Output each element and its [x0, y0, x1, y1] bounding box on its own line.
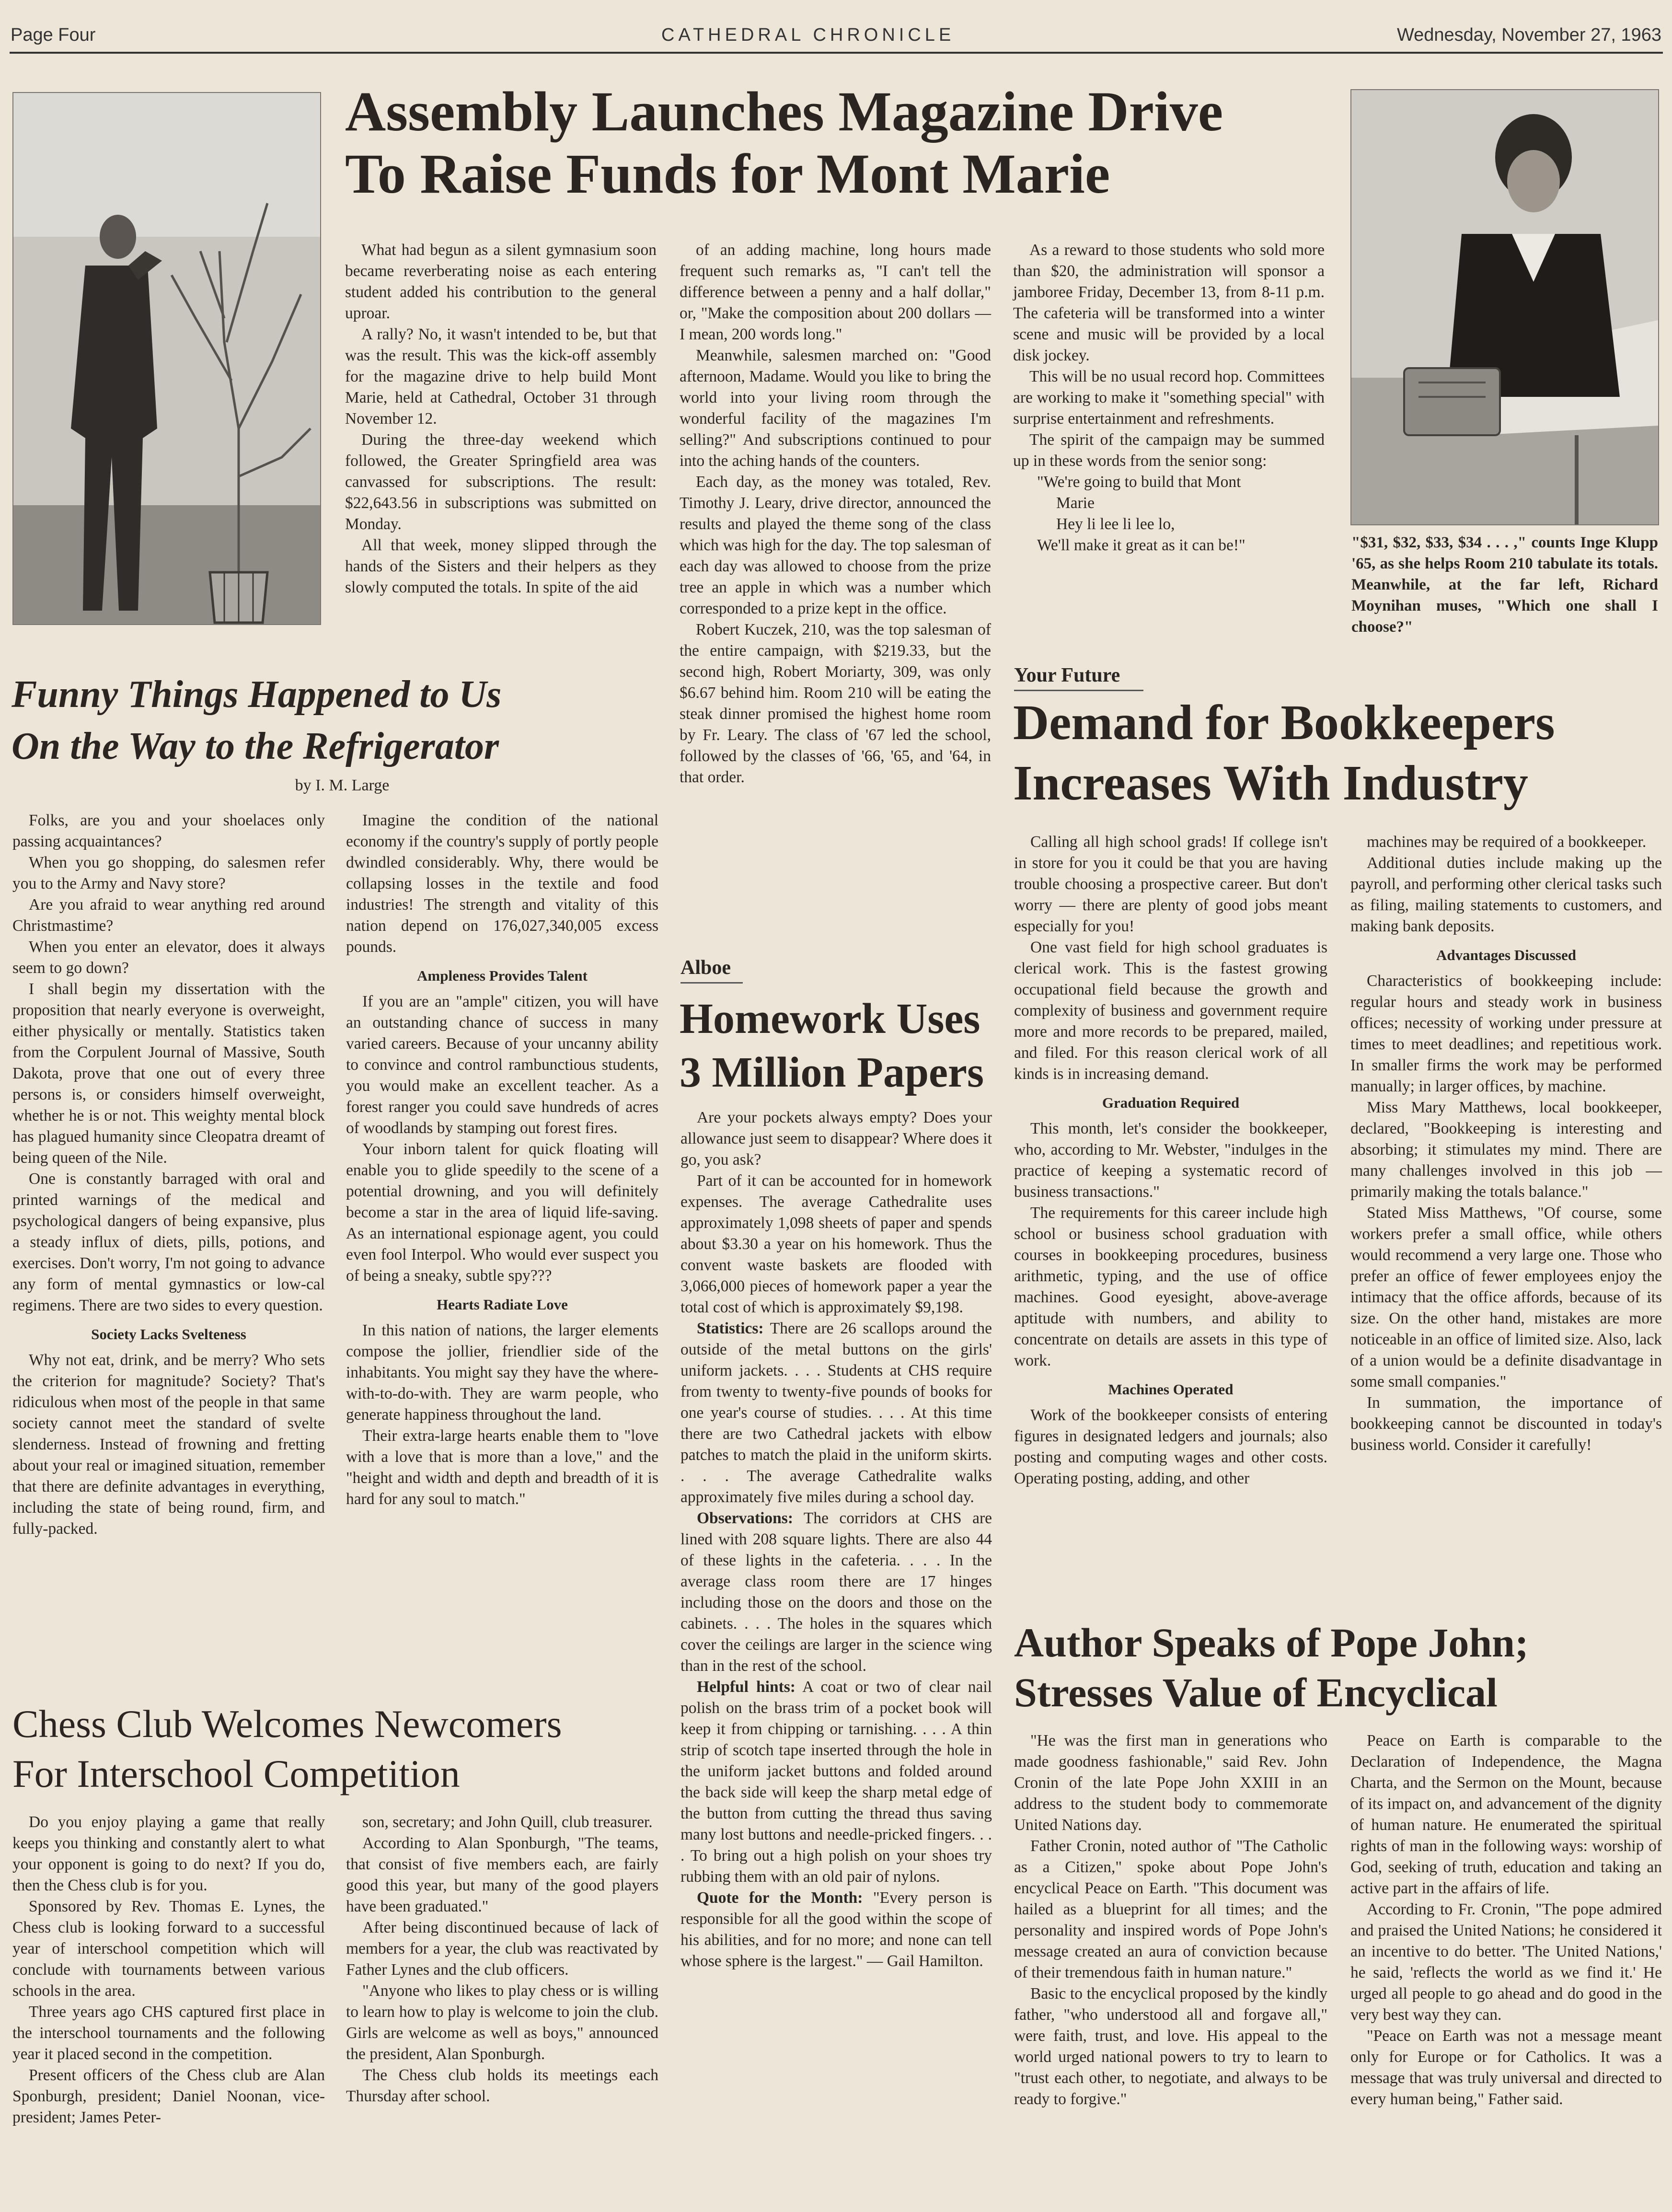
- paragraph: Present officers of the Chess club are Alan Sponburgh, president; Daniel Noonan, vice-president; James Peter-: [12, 2066, 325, 2126]
- paragraph: In this nation of nations, the larger elements compose the jollier, friendlier side of the inhabitants. You might say they have the where-with-to-do-with. They are warm people, who generate happiness throughout the land.: [346, 1321, 658, 1424]
- headline-line-1: Funny Things Happened to Us: [12, 673, 502, 716]
- headline-line-2: To Raise Funds for Mont Marie: [345, 142, 1110, 205]
- magazine-column-2: [680, 240, 991, 788]
- subheading: Society Lacks Svelteness: [91, 1326, 246, 1343]
- masthead-rule: [10, 52, 1663, 54]
- chess-column-1: [12, 1812, 325, 2128]
- paragraph: In summation, the importance of bookkeeping cannot be discounted in today's business world. Consider it carefully!: [1350, 1394, 1662, 1454]
- paragraph: Calling all high school grads! If college isn't in store for you it could be that you are having trouble choosing a prospective career. But don't worry — there are plenty of good jobs meant especially for you!: [1014, 833, 1327, 935]
- headline-line-1: Assembly Launches Magazine Drive: [345, 80, 1223, 143]
- subheading: Advantages Discussed: [1436, 947, 1576, 963]
- newspaper-name: CATHEDRAL CHRONICLE: [661, 25, 955, 45]
- byline: by I. M. Large: [295, 776, 390, 794]
- headline-line-2: On the Way to the Refrigerator: [12, 725, 499, 767]
- paragraph: "He was the first man in generations who made goodness fashionable," said Rev. John Cronin of the late Pope John XXIII in an address to the student body to commemorate United Nations day.: [1014, 1732, 1327, 1834]
- chess-column-2: [346, 1812, 658, 2107]
- paragraph: This will be no usual record hop. Committees are working to make it "something special" with surprise entertainment and refreshments.: [1013, 368, 1325, 428]
- paragraph: The Chess club holds its meetings each Thursday after school.: [346, 2066, 658, 2105]
- headline-line-1: Demand for Bookkeepers: [1013, 695, 1555, 750]
- headline-line-1: Chess Club Welcomes Newcomers: [12, 1702, 562, 1746]
- paragraph: Miss Mary Matthews, local bookkeeper, declared, "Bookkeeping is interesting and absorbing; it stimulates my mind. There are many challenges involved in this job — primarily making the totals balance.": [1350, 1099, 1662, 1201]
- subheading: Machines Operated: [1108, 1381, 1234, 1398]
- paragraph: According to Fr. Cronin, "The pope admired and praised the United Nations; he considered it an incentive to do better. 'The United Nations,' he said, 'reflects the world as we find it.' He urged all people to go ahead and do good in the very best way they can.: [1350, 1900, 1662, 2024]
- paragraph: machines may be required of a bookkeeper.: [1367, 833, 1647, 851]
- headline-homework: [680, 992, 996, 1100]
- song-line: We'll make it great as it can be!": [1037, 536, 1245, 554]
- paragraph: Imagine the condition of the national economy if the country's supply of portly people dwindled considerably. Why, there would be collapsing losses in the textile and food industries! The strength and vitality of this nation depend on 176,027,340,005 excess pounds.: [346, 811, 658, 956]
- paragraph: Stated Miss Matthews, "Of course, some workers prefer a small office, while others would recommend a very large one. Those who prefer an office of fewer employees enjoy the intimacy that the office affords, because of its size. On the other hand, mistakes are more noticeable in an office of limited size. Also, lack of a union would be a definite disadvantage in some small companies.": [1350, 1204, 1662, 1390]
- paragraph: "Every person is responsible for all the good within the scope of his abilities, and for no more; and none can tell whose sphere is the largest." — Gail Hamilton.: [680, 1889, 992, 1970]
- paragraph: Work of the bookkeeper consists of entering figures in designated ledgers and journals; also posting and computing wages and other costs. Operating posting, adding, and other: [1014, 1406, 1327, 1487]
- magazine-column-1: [345, 240, 657, 598]
- paragraph: One is constantly barraged with oral and printed warnings of the medical and psychological dangers of being expansive, plus a steady influx of diets, pills, potions, and exercises. Don't worry, I'm not going to advance any form of mental gymnastics or low-cal regimens. There are two sides to every question.: [12, 1170, 325, 1314]
- paragraph: The corridors at CHS are lined with 208 square lights. There are also 44 of these lights in the cafeteria. . . . In the average class room there are 17 hinges including those on the doors and those on the cabinets. . . . The holes in the squares which cover the ceilings are larger in the science wing than in the rest of the school.: [680, 1509, 992, 1675]
- headline-magazine-drive: [345, 81, 1323, 205]
- paragraph: If you are an "ample" citizen, you will have an outstanding chance of success in many varied careers. Because of your uncanny ability to convince and control rambunctious students, you would make an excellent teacher. As a forest ranger you could save hundreds of acres of woodlands by stamping out forest fires.: [346, 993, 658, 1137]
- subheading: Hearts Radiate Love: [437, 1296, 568, 1313]
- paragraph: Each day, as the money was totaled, Rev. Timothy J. Leary, drive director, announced the results and played the theme song of the class which was high for the day. The top salesman of each day was allowed to choose from the prize tree an apple in which was a number which corresponded to a prize kept in the office.: [680, 473, 991, 617]
- paragraph: Are your pockets always empty? Does your allowance just seem to disappear? Where does it go, you ask?: [680, 1109, 992, 1169]
- homework-column: [680, 1107, 992, 1972]
- photo-caption: "$31, $32, $33, $34 . . . ," counts Inge Klupp '65, as she helps Room 210 tabulate its totals. Meanwhile, at the far left, Richard Moynihan muses, "Which one shall I choose?": [1351, 534, 1658, 636]
- paragraph: Their extra-large hearts enable them to "love with a love that is more than a love," and the "height and width and depth and breadth of it is hard for any soul to match.": [346, 1427, 658, 1508]
- song-line: "We're going to build that Mont: [1037, 473, 1241, 491]
- paragraph: son, secretary; and John Quill, club treasurer.: [362, 1813, 653, 1831]
- subheading: Graduation Required: [1102, 1094, 1240, 1111]
- paragraph: Folks, are you and your shoelaces only passing acquaintances?: [12, 811, 325, 850]
- funny-column-2: [346, 810, 658, 1510]
- song-line: Hey li lee li lee lo,: [1056, 515, 1175, 533]
- funny-column-1: [12, 810, 325, 1540]
- paragraph: The requirements for this career include high school or business school graduation with courses in bookkeeping procedures, business arithmetic, typing, and the use of office machines. Good eyesight, above-average aptitude with numbers, and ability to concentrate on details are assets in this type of work.: [1014, 1204, 1327, 1369]
- magazine-column-3: [1013, 240, 1325, 556]
- paragraph: One vast field for high school graduates is clerical work. This is the fastest growing occupational field because the growth and complexity of business and government require more and more records to be prepared, mailed, and filed. For this reason clerical work of all kinds is in increasing demand.: [1014, 938, 1327, 1083]
- song-line: Marie: [1056, 494, 1095, 512]
- paragraph: Father Cronin, noted author of "The Catholic as a Citizen," spoke about Pope John's encyclical Peace on Earth. "This document was hailed as a blueprint for all times; and the personality and inspired words of Pope John's message created an aura of conviction because of their tremendous faith in human nature.": [1014, 1837, 1327, 1981]
- headline-line-2: Increases With Industry: [1013, 755, 1528, 811]
- paragraph: Why not eat, drink, and be merry? Who sets the criterion for magnitude? Society? That's ridiculous when most of the people in that same society cannot meet the standard of svelte slenderness. Instead of frowning and fretting about your real or imagined situation, remember that there are definite advantages in everything, including the state of being round, firm, and fully-packed.: [12, 1351, 325, 1538]
- label-helpful-hints: Helpful hints:: [697, 1678, 796, 1696]
- headline-chess-club: [12, 1699, 674, 1799]
- paragraph: "Peace on Earth was not a message meant only for Europe or for Catholics. It was a message that was truly universal and directed to every human being," Father said.: [1350, 2027, 1662, 2108]
- paragraph: As a reward to those students who sold more than $20, the administration will sponsor a jamboree Friday, December 13, from 8-11 p.m. The cafeteria will be transformed into a winter scene and music will be provided by a local disk jockey.: [1013, 241, 1325, 364]
- photo-prize-tree: [12, 92, 321, 625]
- bookkeepers-column-2: [1350, 832, 1662, 1456]
- paragraph: All that week, money slipped through the hands of the Sisters and their helpers as they slowly computed the totals. In spite of the aid: [345, 536, 657, 596]
- pope-column-2: [1350, 1730, 1662, 2110]
- headline-funny-things: [12, 669, 673, 772]
- paragraph: Characteristics of bookkeeping include: regular hours and steady work in business offices; necessity of working under pressure at times to meet deadlines; and repetitious work. In smaller firms the work may be performed manually; in larger offices, by machine.: [1350, 972, 1662, 1095]
- headline-line-2: 3 Million Papers: [680, 1049, 984, 1096]
- paragraph: Sponsored by Rev. Thomas E. Lynes, the Chess club is looking forward to a successful year of interschool competition which will conclude with tournaments between various schools in the area.: [12, 1898, 325, 2000]
- issue-date: Wednesday, November 27, 1963: [1396, 25, 1661, 45]
- paragraph: During the three-day weekend which followed, the Greater Springfield area was canvassed for subscriptions. The result: $22,643.56 in subscriptions was submitted on Monday.: [345, 431, 657, 533]
- paragraph: of an adding machine, long hours made frequent such remarks as, "I can't tell the difference between a penny and a half dollar," or, "Make the composition about 200 dollars — I mean, 200 words long.": [680, 241, 991, 343]
- paragraph: Meanwhile, salesmen marched on: "Good afternoon, Madame. Would you like to bring the world into your living room through the wonderful facility of the magazines I'm selling?" And subscriptions continued to pour into the aching hands of the counters.: [680, 347, 991, 470]
- headline-line-2: Stresses Value of Encyclical: [1014, 1669, 1498, 1715]
- paragraph: A rally? No, it wasn't intended to be, but that was the result. This was the kick-off assembly for the magazine drive to help build Mont Marie, held at Cathedral, October 31 through November 12.: [345, 325, 657, 428]
- headline-bookkeepers: [1013, 693, 1665, 813]
- paragraph: Three years ago CHS captured first place in the interschool tournaments and the following year it placed second in the competition.: [12, 2003, 325, 2063]
- paragraph: The spirit of the campaign may be summed up in these words from the senior song:: [1013, 431, 1325, 470]
- paragraph: There are 26 scallops around the outside of the metal buttons on the girls' uniform jackets. . . . Students at CHS require from twenty to twenty-five pounds of books for one year's course of studies. . . . At this time there are two Cathedral jackets with elbow patches to match the plaid in the uniform skirts. . . . The average Cathedralite walks approximately five miles during a school day.: [680, 1320, 992, 1506]
- paragraph: Do you enjoy playing a game that really keeps you thinking and constantly alert to what your opponent is going to do next? If you do, then the Chess club is for you.: [12, 1813, 325, 1894]
- paragraph: After being discontinued because of lack of members for a year, the club was reactivated by Father Lynes and the club officers.: [346, 1919, 658, 1979]
- paragraph: When you enter an elevator, does it always seem to go down?: [12, 938, 325, 977]
- kicker-your-future: Your Future: [1014, 664, 1143, 691]
- kicker-alboe: Alboe: [680, 956, 743, 984]
- paragraph: Additional duties include making up the payroll, and performing other clerical tasks such as filing, mailing statements to customers, and making bank deposits.: [1350, 854, 1662, 935]
- paragraph: Robert Kuczek, 210, was the top salesman of the entire campaign, with $219.33, but the second high, Robert Moriarty, 309, was only $6.67 behind him. Room 210 will be eating the steak dinner promised the highest home room by Fr. Leary. The class of '67 led the school, followed by the classes of '66, '65, and '64, in that order.: [680, 621, 991, 786]
- headline-line-1: Homework Uses: [680, 995, 980, 1042]
- paragraph: According to Alan Sponburgh, "The teams, that consist of five members each, are fairly good this year, but many of the good players have been graduated.": [346, 1834, 658, 1915]
- label-statistics: Statistics:: [697, 1320, 764, 1337]
- paragraph: What had begun as a silent gymnasium soon became reverberating noise as each entering student added his contribution to the general uproar.: [345, 241, 657, 322]
- label-quote: Quote for the Month:: [697, 1889, 863, 1907]
- paragraph: Part of it can be accounted for in homework expenses. The average Cathedralite uses approximately 1,098 sheets of paper and spends about $3.30 a year on his homework. Thus the convent waste baskets are flooded with 3,066,000 pieces of homework paper a year the total cost of which is approximately $9,198.: [680, 1172, 992, 1316]
- label-observations: Observations:: [697, 1509, 793, 1527]
- bookkeepers-column-1: [1014, 832, 1327, 1489]
- paragraph: Are you afraid to wear anything red around Christmastime?: [12, 896, 325, 935]
- paragraph: This month, let's consider the bookkeeper, who, according to Mr. Webster, "indulges in the practice of keeping a systematic record of business transactions.": [1014, 1120, 1327, 1201]
- headline-line-2: For Interschool Competition: [12, 1752, 460, 1795]
- paragraph: Peace on Earth is comparable to the Declaration of Independence, the Magna Charta, and the Sermon on the Mount, because of its impact on, and advancement of the dignity of human nature. He enumerated the spiritual rights of man in the following ways: worship of God, seeking of truth, education and taking an active part in the affairs of life.: [1350, 1732, 1662, 1897]
- paragraph: Your inborn talent for quick floating will enable you to glide speedily to the scene of a potential drowning, and you will definitely become a star in the area of liquid life-saving. As an international espionage agent, you could even fool Interpol. Who would ever suspect you of being a sneaky, subtle spy???: [346, 1140, 658, 1285]
- pope-column-1: [1014, 1730, 1327, 2110]
- photo-counting-money: [1350, 89, 1659, 525]
- paragraph: Basic to the encyclical proposed by the kindly father, "who understood all and forgave all," were faith, trust, and love. His appeal to the world urged national powers to try to learn to "trust each other, to negotiate, and always to be ready to forgive.": [1014, 1985, 1327, 2108]
- paragraph: When you go shopping, do salesmen refer you to the Army and Navy store?: [12, 854, 325, 892]
- paragraph: "Anyone who likes to play chess or is willing to learn how to play is welcome to join the club. Girls are welcome as well as boys," announced the president, Alan Sponburgh.: [346, 1982, 658, 2063]
- page-number: Page Four: [11, 25, 96, 45]
- subheading: Ampleness Provides Talent: [417, 967, 588, 984]
- headline-pope-john: [1014, 1618, 1666, 1717]
- paragraph: A coat or two of clear nail polish on the brass trim of a pocket book will keep it from chipping or tarnishing. . . . A thin strip of scotch tape inserted through the hole in the uniform jacket buttons and folded around the back side will keep the sharp metal edge of the button from cutting the thread thus saving many lost buttons and needle-pricked fingers. . . . To bring out a high polish on your shoes try rubbing them with an old pair of nylons.: [680, 1678, 992, 1886]
- paragraph: I shall begin my dissertation with the proposition that nearly everyone is overweight, either physically or mentally. Statistics taken from the Corpulent Journal of Massive, South Dakota, prove that one out of every three persons is, or considers himself overweight, whether he is or not. This weighty mental block has plagued humanity since Cleopatra dreamt of being queen of the Nile.: [12, 980, 325, 1167]
- headline-line-1: Author Speaks of Pope John;: [1014, 1620, 1529, 1666]
